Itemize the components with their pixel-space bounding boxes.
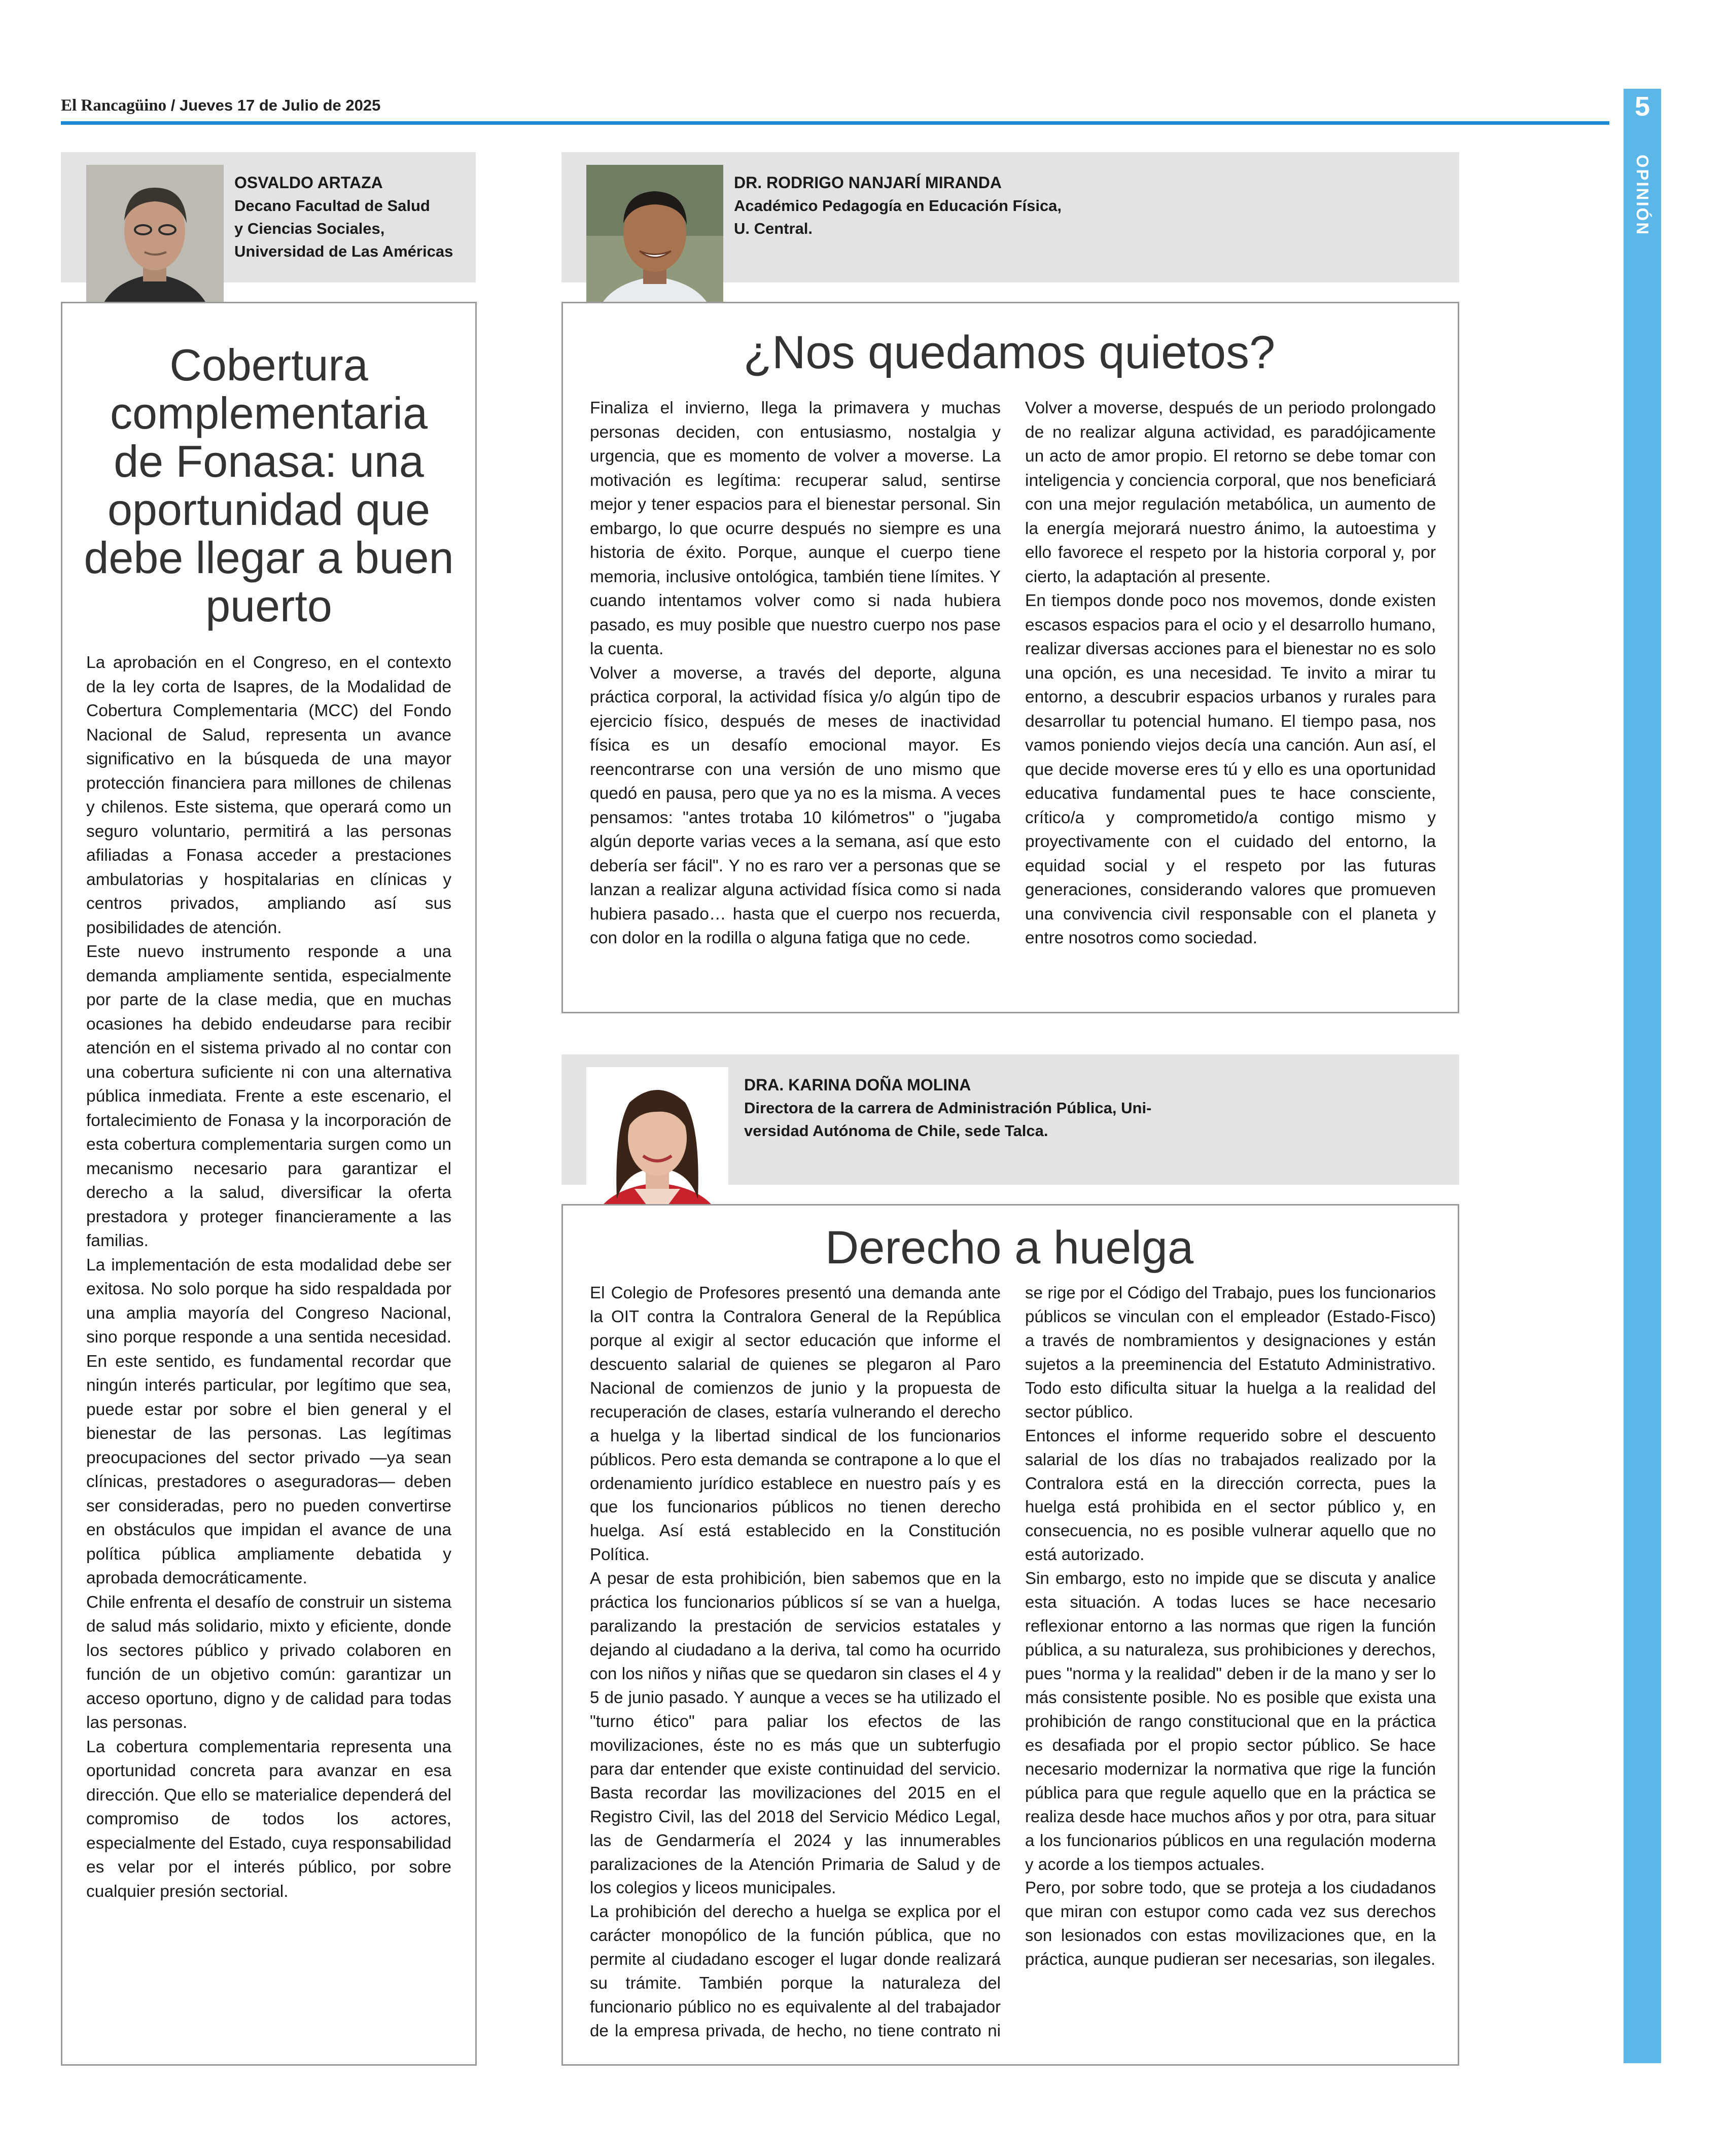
author-info-dona <box>744 1074 1201 1142</box>
newspaper-name: El Rancagüino <box>61 96 167 115</box>
author-name: DR. RODRIGO NANJARÍ MIRANDA <box>734 173 1002 192</box>
paragraph: Finaliza el invierno, llega la primavera y muchas personas deciden, con entusiasmo, nostalgia y urgencia, que es momento de volver a moverse. La motivación es legítima: recuperar salud, sentirse mejor y tener espacios para el bienestar personal. Sin embargo, lo que ocurre después no siempre es una historia de éxito. Porque, aunque el cuerpo tiene memoria, inclusive ontológica, también tiene límites. Y cuando intentamos volver como si nada hubiera pasado, es muy posible que nuestro cuerpo nos pase la cuenta. <box>590 399 1001 658</box>
paragraph: Volver a moverse, a través del deporte, alguna práctica corporal, la actividad física y/o algún tipo de ejercicio físico, después de meses de inactividad física es un desafío emocional mayor. Es reencontrarse con una versión de uno mismo que quedó en pausa, pero que ya no es la misma. A veces pensamos: "antes trotaba 10 kilómetros" o "jugaba algún deporte varias veces a la semana, así que esto debería ser fácil". Y no es raro ver a personas que se lanzan a realizar alguna actividad física como si nada hubiera pasado… hasta que el cuerpo nos recuerda, con dolor en la rodilla o alguna fatiga que no cede. <box>590 663 1001 947</box>
author-role-line: versidad Autónoma de Chile, sede Talca. <box>744 1122 1048 1140</box>
author-role-line: Directora de la carrera de Administración Pública, Uni- <box>744 1099 1152 1117</box>
paragraph: Pero, por sobre todo, que se proteja a los ciudadanos que miran con estupor como cada vez sus derechos son lesionados con estas movilizaciones que, en la práctica, aunque pudieran ser necesarias, son ilegales. <box>1025 1879 1436 1969</box>
paragraph: La aprobación en el Congreso, en el contexto de la ley corta de Isapres, de la Modalidad de Cobertura Complementaria (MCC) del Fondo Nacional de Salud, representa un avance significativo en la búsqueda de una mayor protección financiera para millones de chilenas y chilenos. Este sistema, que operará como un seguro voluntario, permitirá a las personas afiliadas a Fonasa acceder a prestaciones ambulatorias y hospitalarias en clínicas y centros privados, ampliando así sus posibilidades de atención. <box>86 653 451 937</box>
masthead-separator: / <box>170 96 175 114</box>
page-number: 5 <box>1634 91 1650 122</box>
article-body-artaza <box>86 651 451 2040</box>
paragraph: El Colegio de Profesores presentó una demanda ante la OIT contra la Contralora General de la República porque al exigir al sector educación que informe el descuento salarial de quienes se plegaron al Paro Nacional de comienzos de junio y la propuesta de recuperación de clases, estaría vulnerando el derecho a huelga y la libertad sindical de los funcionarios públicos. Pero esta demanda se contrapone a lo que el ordenamiento jurídico establece en nuestro país y es que los funcionarios públicos no tienen derecho huelga. Así está establecido en la Constitución Política. <box>590 1284 1001 1565</box>
author-role-line: U. Central. <box>734 220 813 237</box>
header-rule <box>61 121 1609 125</box>
paragraph: Entonces el informe requerido sobre el descuento salarial de los días no trabajados realizado por la Contralora está en la dirección correcta, pues la huelga está prohibida en el sector público y, en consecuencia, no es posible vulnerar aquello que no está autorizado. <box>1025 1426 1436 1565</box>
author-name: OSVALDO ARTAZA <box>234 173 383 192</box>
author-role-line: Universidad de Las Américas <box>234 242 453 260</box>
paragraph: A pesar de esta prohibición, bien sabemos que en la práctica los funcionarios públicos sí se van a huelga, paralizando la prestación de servicios estatales y dejando al ciudadano a la deriva, tal como ha ocurrido con los niños y niñas que se quedaron sin clases el 4 y 5 de junio pasado. Y aunque a veces se ha utilizado el "turno ético" para paliar los efectos de las movilizaciones, éste no es más que un subterfugio para dar entender que existe continuidad del servicio. Basta recordar las movilizaciones del 2015 en el Registro Civil, las del 2018 del Servicio Médico Legal, las de Gendarmería el 2024 y las innumerables paralizaciones de la Atención Primaria de Salud y de los colegios y liceos municipales. <box>590 1569 1001 1898</box>
paragraph: Chile enfrenta el desafío de construir un sistema de salud más solidario, mixto y eficiente, donde los sectores público y privado colaboren en función de un objetivo común: garantizar un acceso oportuno, digno y de calidad para todas las personas. <box>86 1593 451 1732</box>
headline-dona: Derecho a huelga <box>825 1222 1194 1274</box>
paragraph: Sin embargo, esto no impide que se discuta y analice esta situación. A todas luces se hace necesario reflexionar entorno a las normas que rigen la función pública, a su naturaleza, sus prohibiciones y derechos, pues "norma y la realidad" deben ir de la mano y ser lo más consistente posible. No es posible que exista una prohibición de rango constitucional que en la práctica es desafiada por el propio sector público. Se hace necesario modernizar la normativa que rige la función pública para que regule aquello que en la práctica se realiza desde hace muchos años y por otra, para situar a los funcionarios públicos en una regulación moderna y acorde a los tiempos actuales. <box>1025 1569 1436 1874</box>
author-info-nanjari <box>734 171 1190 240</box>
section-sidebar <box>1624 89 1661 2063</box>
paragraph: Este nuevo instrumento responde a una demanda ampliamente sentida, especialmente por parte de la clase media, que en muchas ocasiones ha debido endeudarse para recibir atención en el sistema privado al no contar con una cobertura suficiente ni con una alternativa pública inmediata. Frente a este escenario, el fortalecimiento de Fonasa y la incorporación de esta cobertura complementaria surgen como un mecanismo necesario para garantizar el derecho a la salud, diversificar la oferta prestadora y proteger financieramente a las familias. <box>86 942 451 1250</box>
author-role-line: Académico Pedagogía en Educación Física, <box>734 197 1062 215</box>
author-role-line: Decano Facultad de Salud <box>234 197 430 215</box>
paragraph: Volver a moverse, después de un periodo prolongado de no realizar alguna actividad, es paradójicamente un acto de amor propio. El retorno se debe tomar con inteligencia y conciencia corporal, que nos beneficiará con una mejor regulación metabólica, un aumento de la energía mejorará nuestro ánimo, la autoestima y ello favorece el respeto por la historia corporal y, por cierto, la adaptación al presente. <box>1025 399 1436 586</box>
paragraph: La cobertura complementaria representa una oportunidad concreta para avanzar en esa dirección. Que ello se materialice dependerá del compromiso de todos los actores, especialmente del Estado, cuya responsabilidad es velar por el interés público, por sobre cualquier presión sectorial. <box>86 1737 451 1901</box>
headline-artaza: Cobertura complementaria de Fonasa: una oportunidad que debe llegar a buen puerto <box>84 340 454 631</box>
headline-nanjari: ¿Nos quedamos quietos? <box>743 327 1276 378</box>
author-role-line: y Ciencias Sociales, <box>234 220 385 237</box>
article-body-nanjari <box>590 396 1436 997</box>
section-label <box>1624 152 1661 238</box>
article-body-dona <box>590 1282 1436 2050</box>
author-info-artaza <box>234 171 468 263</box>
issue-date: Jueves 17 de Julio de 2025 <box>180 96 381 114</box>
paragraph: La prohibición del derecho a huelga se explica por el carácter monopólico de la función pública, que no permite al ciudadano escoger el lugar donde realizará su trámite. También porque la naturaleza del funcionario público no es equivalente al del trabajador de la empresa privada, de hecho, no tiene contrato ni se rige por el Código del Trabajo, pues los funcionarios públicos se vinculan con el empleador (Estado-Fisco) a través de nombramientos y designaciones y están sujetos a la preeminencia del Estatuto Administrativo. Todo esto dificulta situar la huelga a la realidad del sector público. <box>590 1284 1436 2041</box>
masthead <box>61 96 380 115</box>
section-name: OPINIÓN <box>1633 154 1652 236</box>
paragraph: En tiempos donde poco nos movemos, donde existen escasos espacios para el ocio y el desarrollo humano, realizar diversas acciones para el bienestar no es solo una opción, es una necesidad. Te invito a mirar tu entorno, a descubrir espacios urbanos y rurales para desarrollar tu potencial humano. El tiempo pasa, nos vamos poniendo viejos decía una canción. Aun así, el que decide moverse eres tú y ello es una oportunidad educativa fundamental pues te hace consciente, crítico/a y comprometido/a contigo mismo y proyectivamente con el cuidado del entorno, la equidad social y el respeto por las futuras generaciones, considerando valores que promueven una convivencia civil responsable con el planeta y entre nosotros como sociedad. <box>1025 591 1436 947</box>
author-name: DRA. KARINA DOÑA MOLINA <box>744 1076 971 1094</box>
paragraph: La implementación de esta modalidad debe ser exitosa. No solo porque ha sido respaldada por una amplia mayoría del Congreso Nacional, sino porque responde a una sentida necesidad. En este sentido, es fundamental recordar que ningún interés particular, por legítimo que sea, puede estar por sobre el bien general y el bienestar de las personas. Las legítimas preocupaciones del sector privado —ya sean clínicas, prestadores o aseguradoras— deben ser consideradas, pero no pueden convertirse en obstáculos que impidan el avance de una política pública ampliamente debatida y aprobada democráticamente. <box>86 1255 451 1587</box>
